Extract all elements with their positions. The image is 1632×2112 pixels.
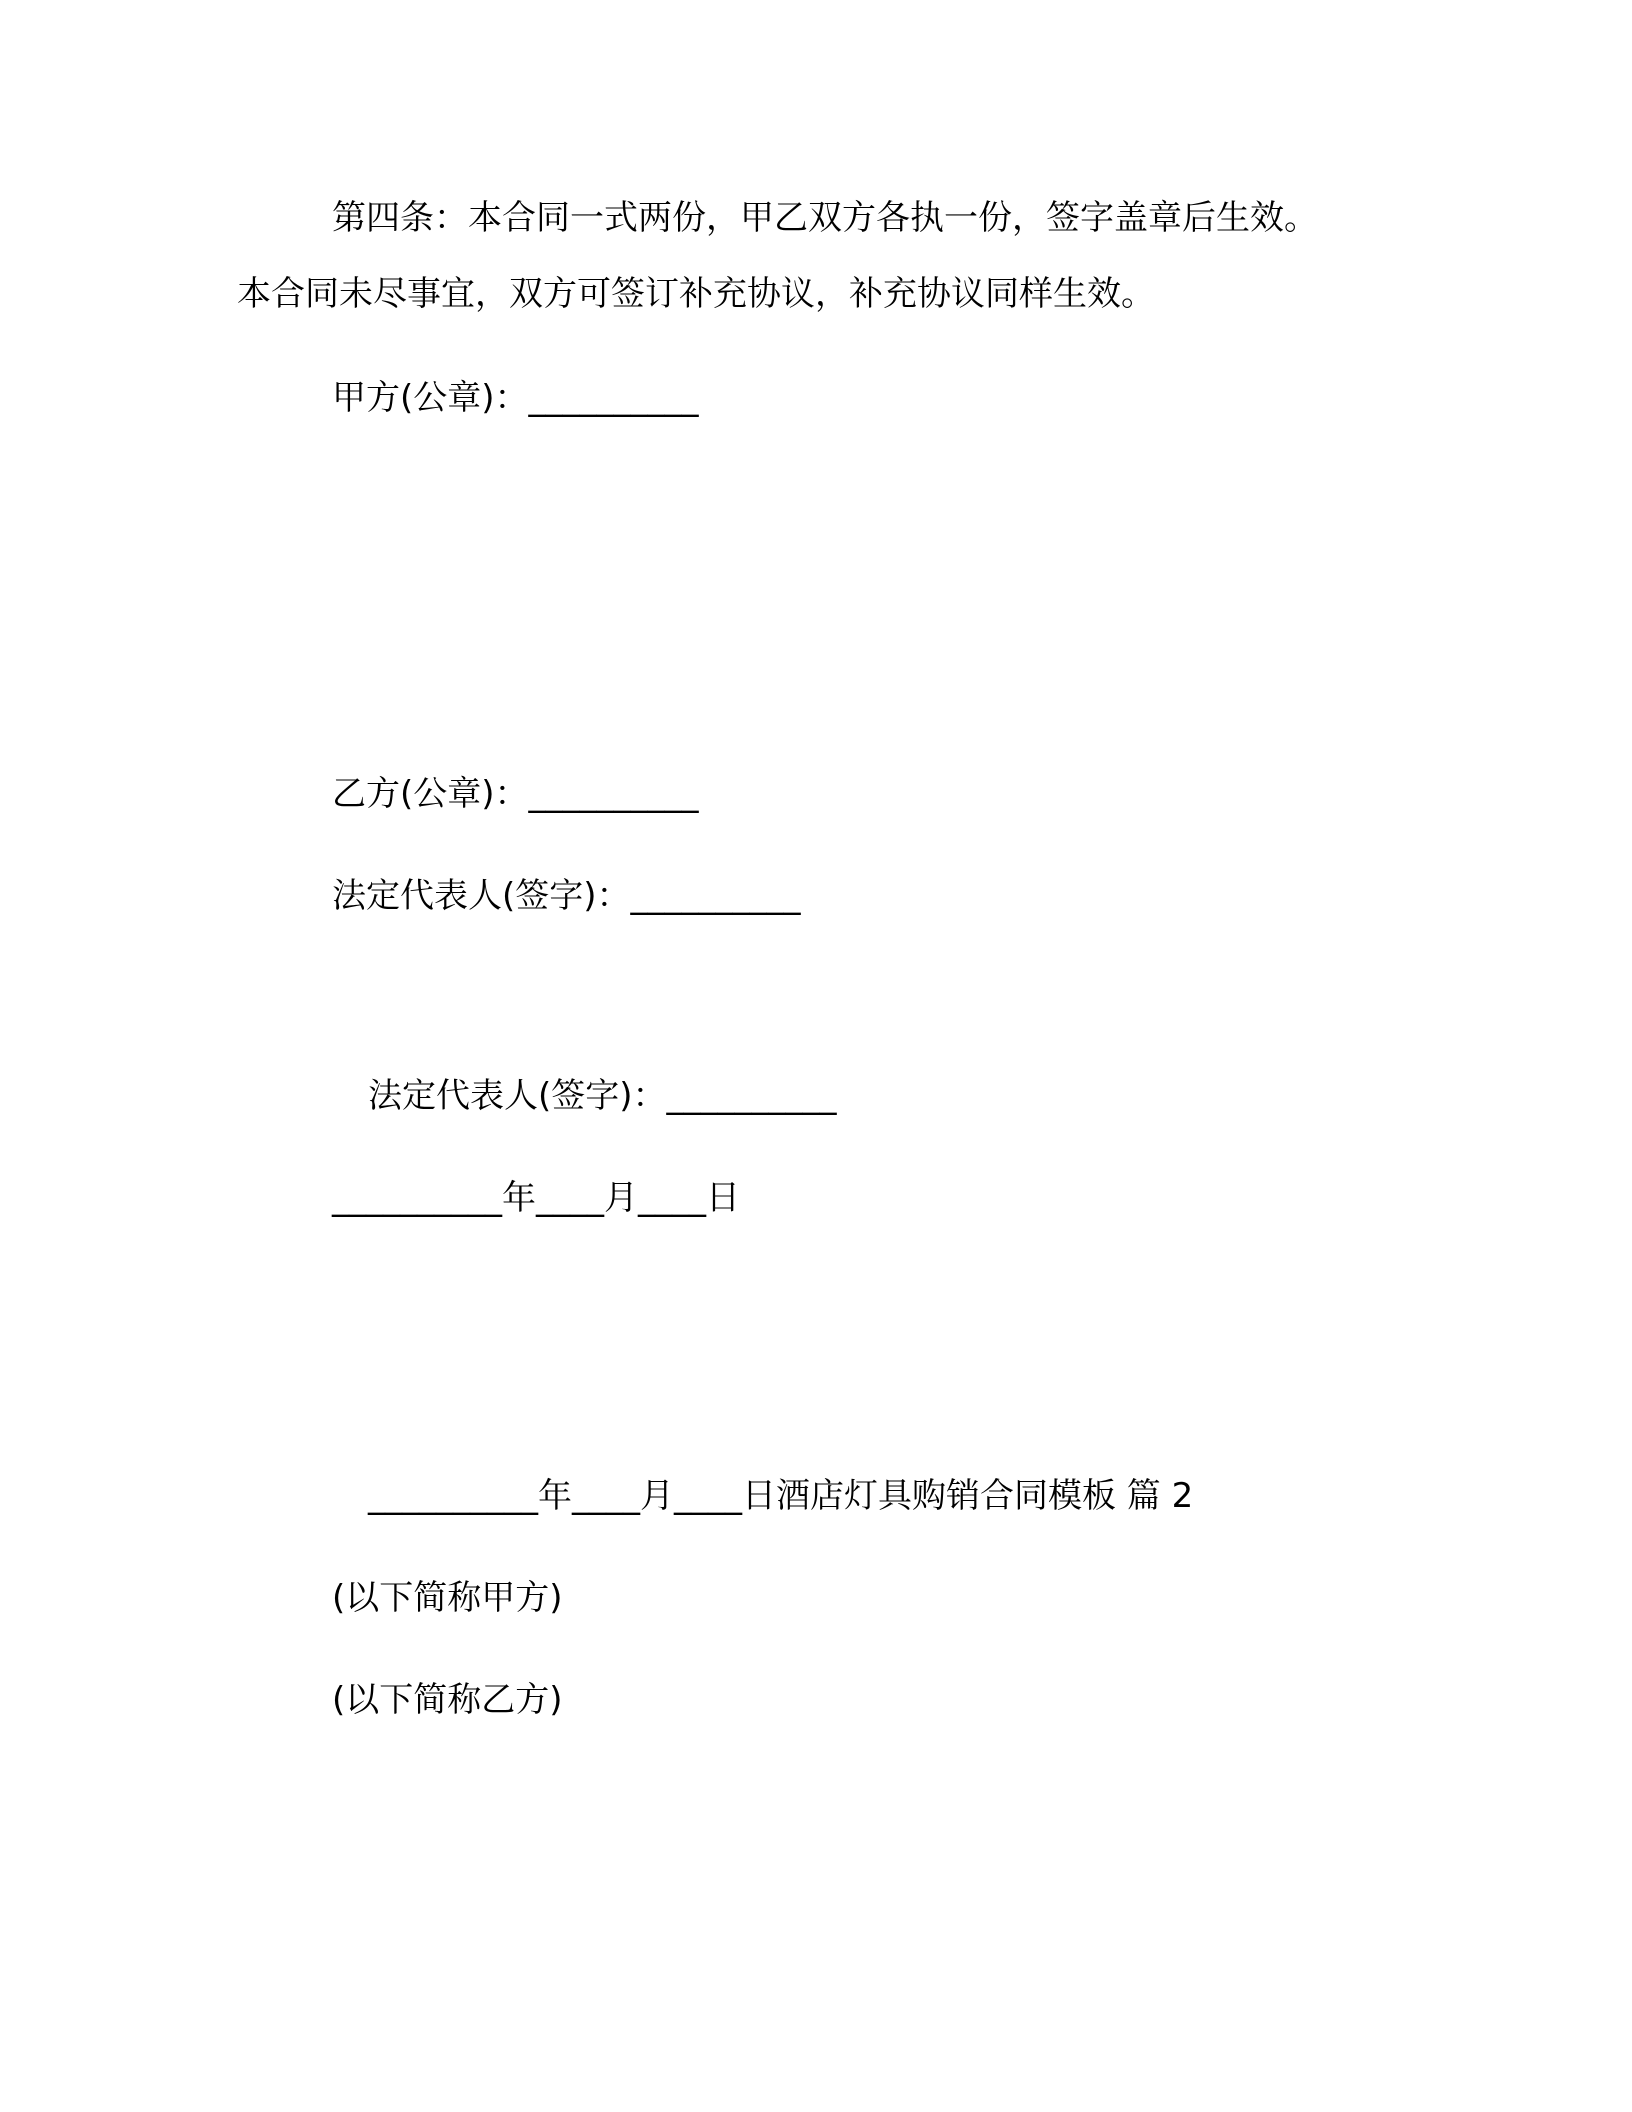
party-a-seal-line: 甲方(公章)：__________ — [332, 378, 699, 418]
article-4-clause: 第四条：本合同一式两份，甲乙双方各执一份，签字盖章后生效。 — [332, 198, 1318, 238]
date-line: __________年____月____日 — [332, 1178, 740, 1218]
article-4-continuation: 本合同未尽事宜，双方可签订补充协议，补充协议同样生效。 — [237, 274, 1155, 314]
party-b-seal-line: 乙方(公章)：__________ — [332, 774, 699, 814]
legal-representative-line-2: 法定代表人(签字)：__________ — [368, 1076, 837, 1116]
party-b-abbreviation: (以下简称乙方) — [332, 1680, 563, 1720]
template-2-title: __________年____月____日酒店灯具购销合同模板 篇 2 — [368, 1476, 1194, 1516]
party-a-abbreviation: (以下简称甲方) — [332, 1578, 563, 1618]
legal-representative-line-1: 法定代表人(签字)：__________ — [332, 876, 801, 916]
